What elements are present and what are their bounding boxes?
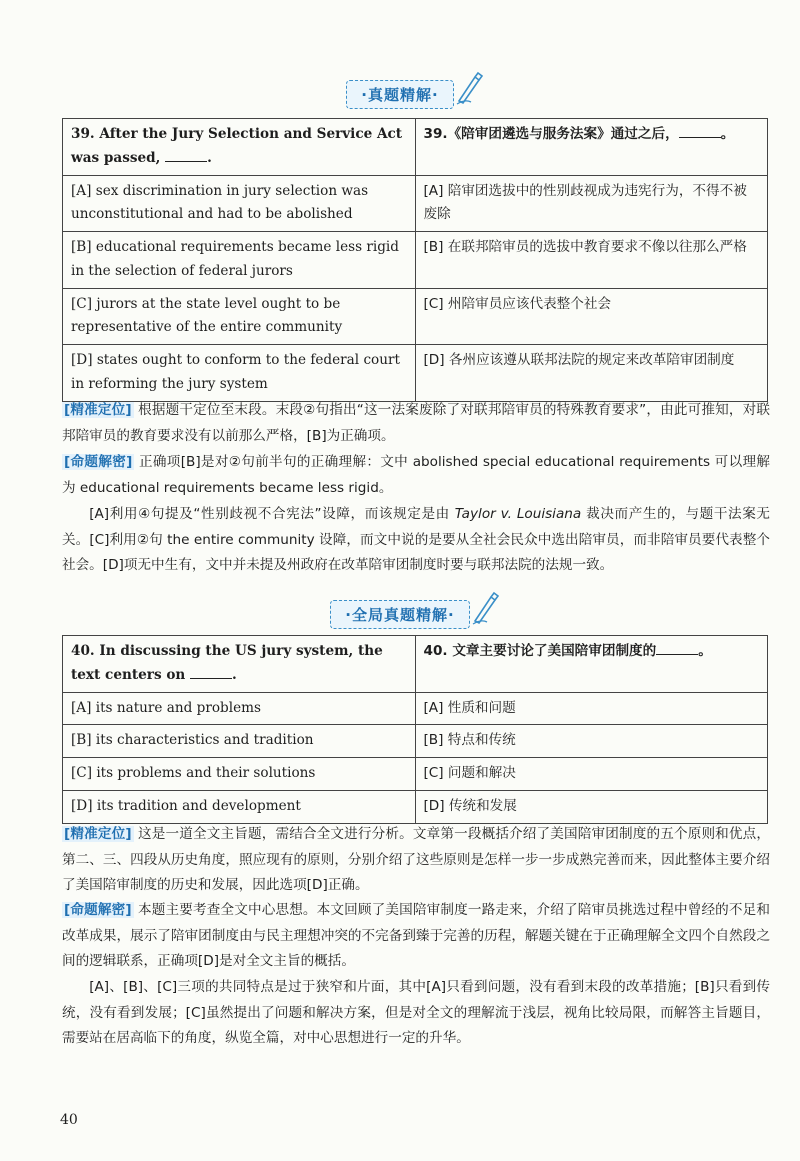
option-d-en: [D] states ought to conform to the federal court in reforming the jury system (63, 345, 416, 402)
secret-tag: [命题解密] (64, 454, 133, 470)
banner-text: ·真题精解· (361, 86, 439, 104)
banner-label (346, 80, 453, 109)
table-row (63, 232, 768, 289)
question-40-zh: 40. 文章主要讨论了美国陪审团制度的 。 (415, 636, 768, 693)
answer-blank (190, 666, 232, 679)
table-row (63, 692, 768, 725)
option-b-en: [B] educational requirements became less rigid in the selection of federal jurors (63, 232, 416, 289)
banner-label (330, 600, 469, 629)
option-a-en: [A] its nature and problems (63, 692, 416, 725)
question-40-en: 40. In discussing the US jury system, the text centers on . (63, 636, 416, 693)
table-row (63, 725, 768, 758)
question-39-table (62, 118, 768, 402)
option-d-en: [D] its tradition and development (63, 790, 416, 823)
question-39-en: 39. After the Jury Selection and Service Act was passed, . (63, 119, 416, 176)
answer-blank (165, 149, 207, 162)
table-row (63, 758, 768, 791)
option-c-en: [C] its problems and their solutions (63, 758, 416, 791)
option-c-zh: [C] 州陪审员应该代表整个社会 (415, 288, 768, 345)
answer-blank (656, 642, 698, 655)
analysis-paragraph-40: [A]、[B]、[C]三项的共同特点是过于狭窄和片面，其中[A]只看到问题，没有看到末段的改革措施；[B]只看到传统，没有看到发展；[C]虽然提出了问题和解决方案，但是对全文的理解流于浅层，视角比较局限，而解答主旨题目，需要站在居高临下的角度，纵览全篇，对中心思想进行一定的升华。 (62, 979, 770, 1046)
analysis-paragraph-39: [A]利用④句提及“性别歧视不合宪法”设障，而该规定是由 Taylor v. Louisiana 裁决而产生的，与题干法案无关。[C]利用②句 the entire community 设障，而文中说的是要从全社会民众中选出陪审员，而非陪审员要代表整个社会。[D]项无中生有，文中并未提及州政府在改革陪审团制度时要与联邦法院的法规一致。 (62, 506, 771, 573)
question-39-zh: 39.《陪审团遴选与服务法案》通过之后， 。 (415, 119, 768, 176)
locate-paragraph-39: [精准定位] 根据题干定位至末段。末段②句指出“这一法案废除了对联邦陪审员的特殊教育要求”，由此可推知，对联邦陪审员的教育要求没有以前那么严格，[B]为正确项。 (62, 402, 770, 444)
table-row (63, 119, 768, 176)
secret-tag: [命题解密] (64, 902, 132, 918)
table-row (63, 636, 768, 693)
table-row (63, 175, 768, 232)
question-40-table (62, 635, 768, 824)
option-b-zh: [B] 在联邦陪审员的选拔中教育要求不像以往那么严格 (415, 232, 768, 289)
banner-text: ·全局真题精解· (345, 606, 455, 624)
option-d-zh: [D] 传统和发展 (415, 790, 768, 823)
pen-icon (471, 591, 499, 625)
page-number: 40 (60, 1112, 78, 1128)
locate-tag: [精准定位] (64, 402, 132, 418)
section-banner-2 (0, 600, 800, 629)
secret-paragraph-40: [命题解密] 本题主要考查全文中心思想。本文回顾了美国陪审制度一路走来，介绍了陪审员挑选过程中曾经的不足和改革成果，展示了陪审团制度由与民主理想冲突的不完备到臻于完善的历程，解题关键在于正确理解全文四个自然段之间的逻辑联系，正确项[D]是对全文主旨的概括。 (62, 902, 770, 969)
option-d-zh: [D] 各州应该遵从联邦法院的规定来改革陪审团制度 (415, 345, 768, 402)
option-c-en: [C] jurors at the state level ought to be representative of the entire community (63, 288, 416, 345)
locate-paragraph-40: [精准定位] 这是一道全文主旨题，需结合全文进行分析。文章第一段概括介绍了美国陪审团制度的五个原则和优点，第二、三、四段从历史角度，照应现有的原则，分别介绍了这些原则是怎样一步一步成熟完善而来，因此整体主要介绍了美国陪审制度的历史和发展，因此选项[D]正确。 (62, 826, 770, 893)
option-b-zh: [B] 特点和传统 (415, 725, 768, 758)
option-a-zh: [A] 性质和问题 (415, 692, 768, 725)
option-c-zh: [C] 问题和解决 (415, 758, 768, 791)
table-row (63, 790, 768, 823)
option-a-en: [A] sex discrimination in jury selection was unconstitutional and had to be abolished (63, 175, 416, 232)
secret-paragraph-39: [命题解密] 正确项[B]是对②句前半句的正确理解：文中 abolished special educational requirements 可以理解为 educational requirements became less rigid。 (62, 454, 770, 496)
option-a-zh: [A] 陪审团选拔中的性别歧视成为违宪行为，不得不被废除 (415, 175, 768, 232)
locate-tag: [精准定位] (64, 826, 132, 842)
table-row (63, 345, 768, 402)
option-b-en: [B] its characteristics and tradition (63, 725, 416, 758)
section-banner-1 (0, 80, 800, 109)
pen-icon (455, 71, 483, 105)
answer-blank (679, 125, 721, 138)
table-row (63, 288, 768, 345)
